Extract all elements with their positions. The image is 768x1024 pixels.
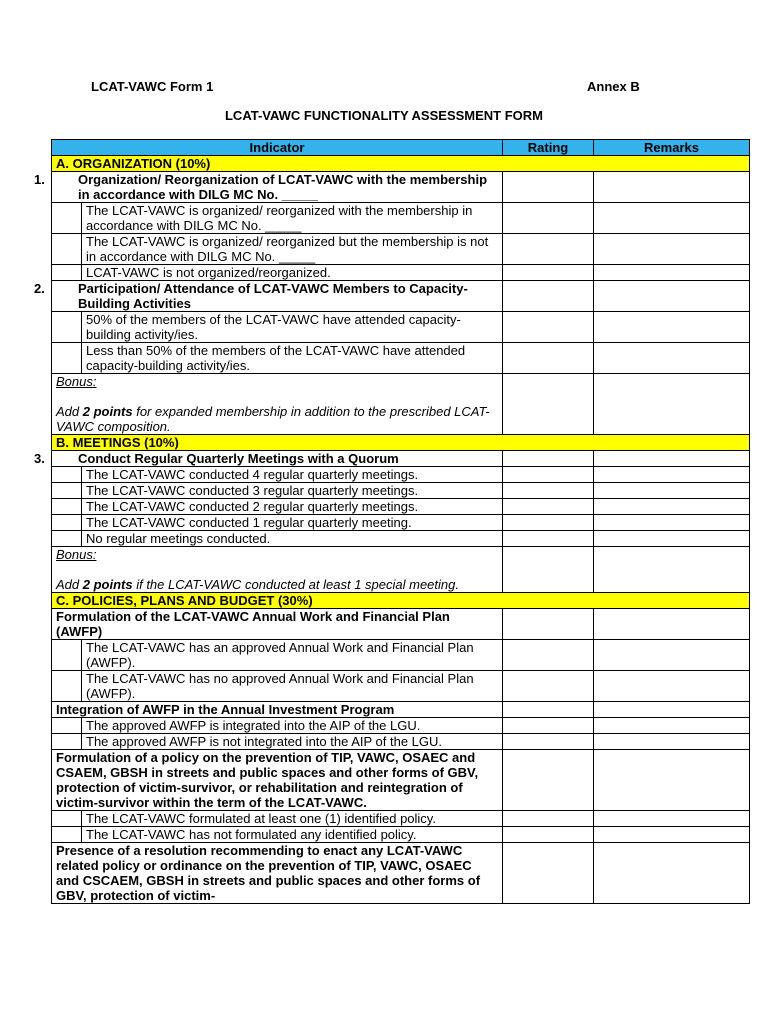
table-row [52, 343, 750, 374]
remarks-cell[interactable] [594, 265, 750, 281]
remarks-cell[interactable] [594, 640, 750, 671]
form-label: LCAT-VAWC Form 1 [91, 79, 214, 94]
rating-cell[interactable] [503, 483, 594, 499]
rating-cell[interactable] [503, 265, 594, 281]
indicator-title: Integration of AWFP in the Annual Investment Program [52, 702, 503, 718]
indicator-title: Formulation of a policy on the prevention of TIP, VAWC, OSAEC and CSAEM, GBSH in streets and public spaces and other forms of GBV, protection of victim-survivor, or rehabilitation and reintegration of victim-survivor within the term of the LCAT-VAWC. [52, 750, 503, 811]
remarks-cell[interactable] [594, 718, 750, 734]
option-text: The LCAT-VAWC conducted 3 regular quarterly meetings. [82, 483, 503, 499]
remarks-cell[interactable] [594, 531, 750, 547]
remarks-cell[interactable] [594, 827, 750, 843]
checkbox-cell[interactable] [52, 499, 82, 515]
table-row [52, 374, 750, 435]
section-title: A. ORGANIZATION (10%) [52, 156, 750, 172]
checkbox-cell[interactable] [52, 467, 82, 483]
table-row [52, 640, 750, 671]
rating-cell[interactable] [503, 811, 594, 827]
remarks-cell[interactable] [594, 483, 750, 499]
remarks-cell[interactable] [594, 515, 750, 531]
rating-cell[interactable] [503, 640, 594, 671]
rating-cell[interactable] [503, 843, 594, 904]
col-header-rating: Rating [503, 140, 594, 156]
table-header-row [52, 140, 750, 156]
table-row [52, 609, 750, 640]
rating-cell[interactable] [503, 234, 594, 265]
table-row [52, 547, 750, 593]
rating-cell[interactable] [503, 827, 594, 843]
option-text: The LCAT-VAWC has an approved Annual Work and Financial Plan (AWFP). [82, 640, 503, 671]
checkbox-cell[interactable] [52, 827, 82, 843]
section-title: B. MEETINGS (10%) [52, 435, 750, 451]
remarks-cell[interactable] [594, 203, 750, 234]
bonus-label: Bonus: [56, 374, 97, 389]
section-row-meetings [52, 435, 750, 451]
option-text: No regular meetings conducted. [82, 531, 503, 547]
table-row [52, 451, 750, 467]
indicator-title: Formulation of the LCAT-VAWC Annual Work and Financial Plan (AWFP) [52, 609, 503, 640]
checkbox-cell[interactable] [52, 515, 82, 531]
rating-cell[interactable] [503, 281, 594, 312]
rating-cell[interactable] [503, 312, 594, 343]
remarks-cell[interactable] [594, 374, 750, 435]
rating-cell[interactable] [503, 718, 594, 734]
rating-cell[interactable] [503, 702, 594, 718]
remarks-cell[interactable] [594, 172, 750, 203]
table-row [52, 827, 750, 843]
rating-cell[interactable] [503, 515, 594, 531]
remarks-cell[interactable] [594, 312, 750, 343]
remarks-cell[interactable] [594, 547, 750, 593]
table-row [52, 467, 750, 483]
table-row [52, 750, 750, 811]
section-row-organization [52, 156, 750, 172]
table-row [52, 843, 750, 904]
section-row-policies [52, 593, 750, 609]
bonus-cell [52, 547, 503, 593]
bonus-cell [52, 374, 503, 435]
remarks-cell[interactable] [594, 234, 750, 265]
option-text: LCAT-VAWC is not organized/reorganized. [82, 265, 503, 281]
col-header-indicator: Indicator [52, 140, 503, 156]
indicator-title: 3. Conduct Regular Quarterly Meetings with a Quorum [52, 451, 503, 467]
rating-cell[interactable] [503, 671, 594, 702]
bonus-label: Bonus: [56, 547, 97, 562]
rating-cell[interactable] [503, 343, 594, 374]
checkbox-cell[interactable] [52, 312, 82, 343]
rating-cell[interactable] [503, 203, 594, 234]
page-title: LCAT-VAWC FUNCTIONALITY ASSESSMENT FORM [224, 108, 543, 123]
option-text: The LCAT-VAWC is organized/ reorganized with the membership in accordance with DILG MC No. _____ [82, 203, 503, 234]
option-text: The LCAT-VAWC has no approved Annual Work and Financial Plan (AWFP). [82, 671, 503, 702]
checkbox-cell[interactable] [52, 531, 82, 547]
remarks-cell[interactable] [594, 671, 750, 702]
option-text: The LCAT-VAWC conducted 1 regular quarterly meeting. [82, 515, 503, 531]
rating-cell[interactable] [503, 374, 594, 435]
assessment-table [34, 139, 750, 904]
option-text: The LCAT-VAWC has not formulated any identified policy. [82, 827, 503, 843]
option-text: Less than 50% of the members of the LCAT-VAWC have attended capacity-building activity/ies. [82, 343, 503, 374]
option-text: The approved AWFP is not integrated into the AIP of the LGU. [82, 734, 503, 750]
remarks-cell[interactable] [594, 734, 750, 750]
option-text: 50% of the members of the LCAT-VAWC have attended capacity-building activity/ies. [82, 312, 503, 343]
table-row [52, 702, 750, 718]
checkbox-cell[interactable] [52, 734, 82, 750]
table-row [52, 811, 750, 827]
rating-cell[interactable] [503, 750, 594, 811]
col-header-remarks: Remarks [594, 140, 750, 156]
rating-cell[interactable] [503, 467, 594, 483]
checkbox-cell[interactable] [52, 234, 82, 265]
remarks-cell[interactable] [594, 750, 750, 811]
table-row [52, 671, 750, 702]
annex-label: Annex B [587, 79, 640, 94]
checkbox-cell[interactable] [52, 265, 82, 281]
section-title: C. POLICIES, PLANS AND BUDGET (30%) [52, 593, 750, 609]
remarks-cell[interactable] [594, 702, 750, 718]
indicator-title: Presence of a resolution recommending to enact any LCAT-VAWC related policy or ordinance on the prevention of TIP, VAWC, OSAEC and CSCAEM, GBSH in streets and public spaces and other forms of GBV, protection of victim- [52, 843, 503, 904]
checkbox-cell[interactable] [52, 811, 82, 827]
rating-cell[interactable] [503, 609, 594, 640]
indicator-title: 2. Participation/ Attendance of LCAT-VAWC Members to Capacity-Building Activities [52, 281, 503, 312]
rating-cell[interactable] [503, 172, 594, 203]
remarks-cell[interactable] [594, 451, 750, 467]
rating-cell[interactable] [503, 531, 594, 547]
remarks-cell[interactable] [594, 609, 750, 640]
table-row [52, 234, 750, 265]
table-row [52, 203, 750, 234]
checkbox-cell[interactable] [52, 203, 82, 234]
remarks-cell[interactable] [594, 811, 750, 827]
option-text: The LCAT-VAWC is organized/ reorganized but the membership is not in accordance with DILG MC No. _____ [82, 234, 503, 265]
bonus-text: Add 2 points if the LCAT-VAWC conducted at least 1 special meeting. [56, 577, 459, 592]
remarks-cell[interactable] [594, 499, 750, 515]
checkbox-cell[interactable] [52, 671, 82, 702]
checkbox-cell[interactable] [52, 483, 82, 499]
table-row [52, 281, 750, 312]
table-row [52, 172, 750, 203]
rating-cell[interactable] [503, 547, 594, 593]
option-text: The LCAT-VAWC conducted 4 regular quarterly meetings. [82, 467, 503, 483]
rating-cell[interactable] [503, 734, 594, 750]
checkbox-cell[interactable] [52, 640, 82, 671]
option-text: The LCAT-VAWC conducted 2 regular quarterly meetings. [82, 499, 503, 515]
rating-cell[interactable] [503, 499, 594, 515]
table-row [52, 499, 750, 515]
bonus-text: Add 2 points for expanded membership in addition to the prescribed LCAT-VAWC composition. [56, 404, 490, 434]
table-row [52, 734, 750, 750]
checkbox-cell[interactable] [52, 718, 82, 734]
option-text: The LCAT-VAWC formulated at least one (1) identified policy. [82, 811, 503, 827]
rating-cell[interactable] [503, 451, 594, 467]
indicator-title: 1. Organization/ Reorganization of LCAT-VAWC with the membership in accordance with DILG MC No. _____ [52, 172, 503, 203]
remarks-cell[interactable] [594, 843, 750, 904]
table-row [52, 531, 750, 547]
option-text: The approved AWFP is integrated into the AIP of the LGU. [82, 718, 503, 734]
table-row [52, 265, 750, 281]
table-row [52, 718, 750, 734]
table-row [52, 515, 750, 531]
checkbox-cell[interactable] [52, 343, 82, 374]
remarks-cell[interactable] [594, 281, 750, 312]
table-row [52, 483, 750, 499]
table-row [52, 312, 750, 343]
remarks-cell[interactable] [594, 467, 750, 483]
remarks-cell[interactable] [594, 343, 750, 374]
